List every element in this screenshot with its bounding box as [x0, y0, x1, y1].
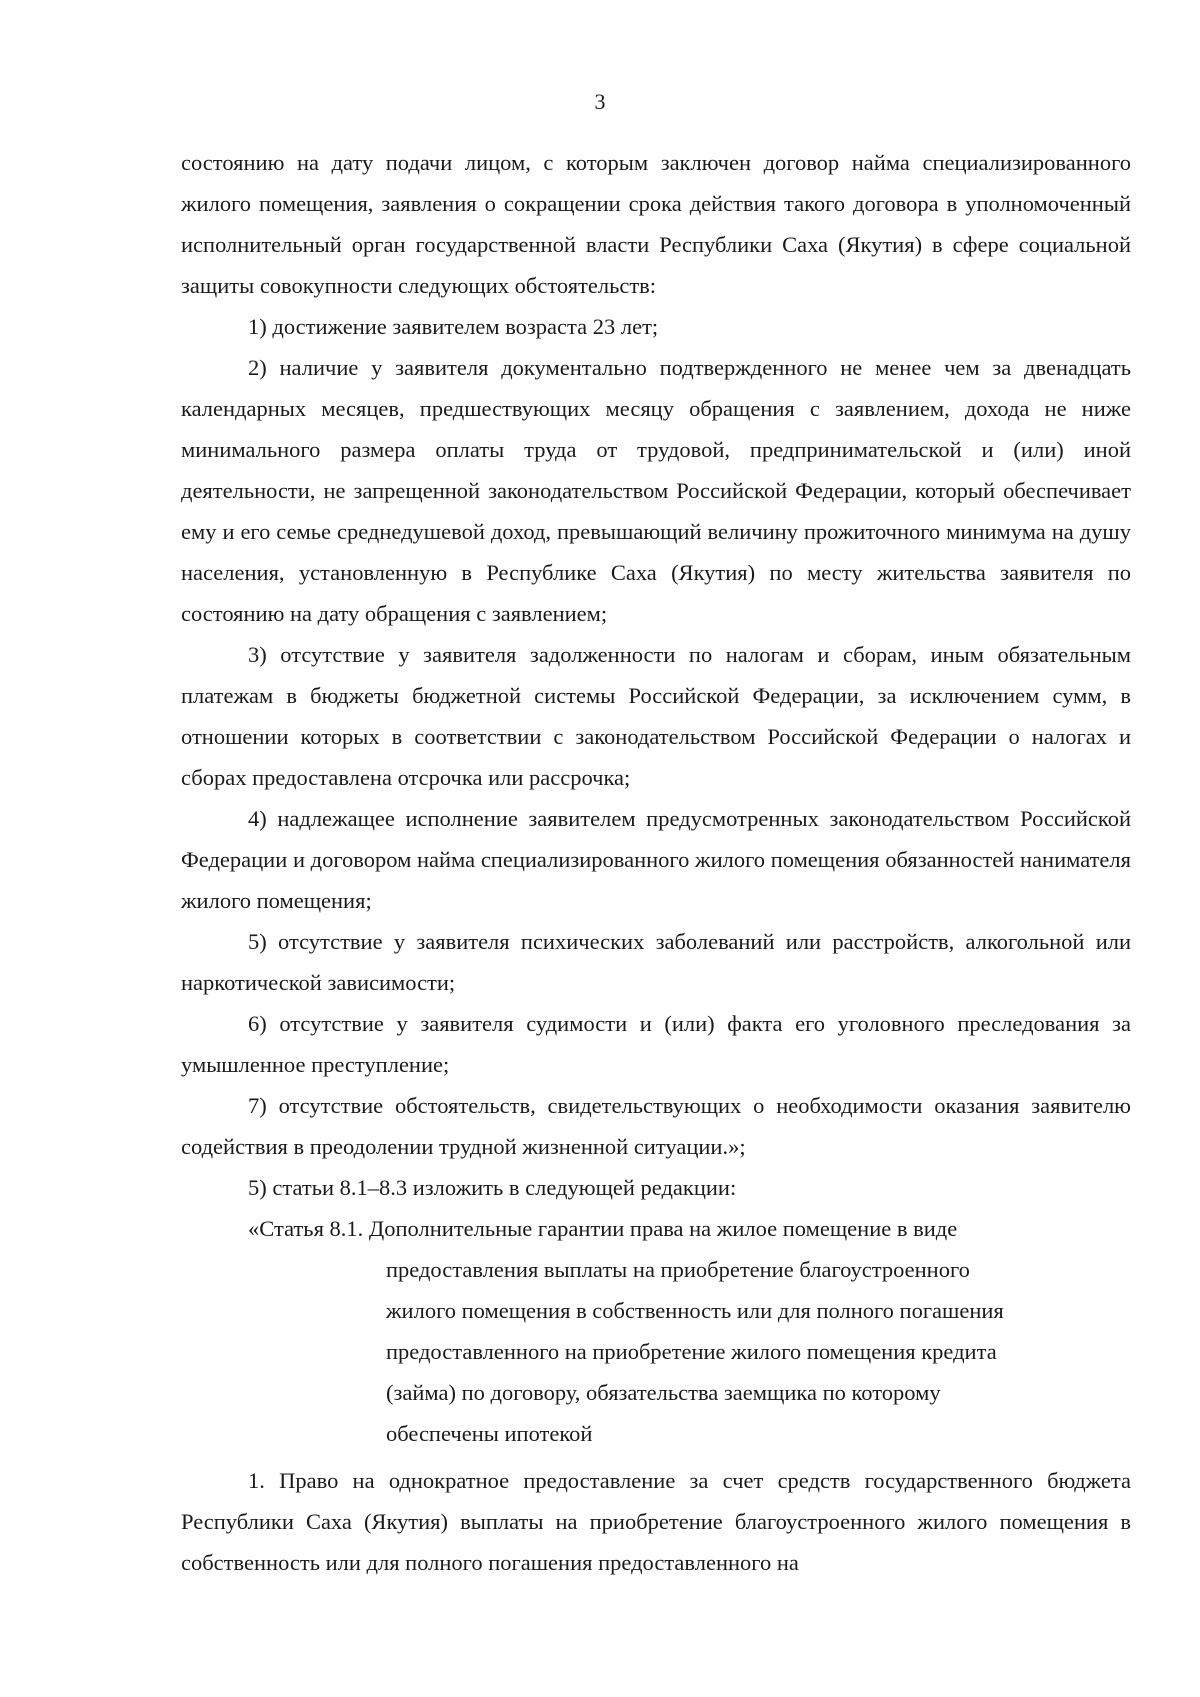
list-item-6: 6) отсутствие у заявителя судимости и (или) факта его уголовного преследования за умышленное преступление; [181, 1011, 1131, 1077]
list-item-2: 2) наличие у заявителя документально подтвержденного не менее чем за двенадцать календарных месяцев, предшествующих месяцу обращения с заявлением, дохода не ниже минимального размера оплаты труда от трудовой, предпринимательской и (или) иной деятельности, не запрещенной законодательством Российской Федерации, который обеспечивает ему и его семье среднедушевой доход, превышающий величину прожиточного минимума на душу населения, установленную в Республике Саха (Якутия) по месту жительства заявителя по состоянию на дату обращения с заявлением; [181, 355, 1131, 626]
article-heading-lead: «Статья 8.1. Дополнительные гарантии права на жилое помещение в виде [248, 1216, 958, 1241]
article-heading [181, 1208, 1131, 1454]
paragraph-continuation: состоянию на дату подачи лицом, с которым заключен договор найма специализированного жилого помещения, заявления о сокращении срока действия такого договора в уполномоченный исполнительный орган государственной власти Республики Саха (Якутия) в сфере социальной защиты совокупности следующих обстоятельств: [181, 150, 1131, 298]
list-item-7: 7) отсутствие обстоятельств, свидетельствующих о необходимости оказания заявителю содействия в преодолении трудной жизненной ситуации.»; [181, 1093, 1131, 1159]
list-item-4: 4) надлежащее исполнение заявителем предусмотренных законодательством Российской Федерации и договором найма специализированного жилого помещения обязанностей нанимателя жилого помещения; [181, 806, 1131, 913]
list-item-5: 5) отсутствие у заявителя психических заболеваний или расстройств, алкогольной или наркотической зависимости; [181, 929, 1131, 995]
list-item-1: 1) достижение заявителем возраста 23 лет; [248, 314, 659, 339]
amendment-item-5: 5) статьи 8.1–8.3 изложить в следующей редакции: [248, 1175, 737, 1200]
article-paragraph-1: 1. Право на однократное предоставление за счет средств государственного бюджета Республики Саха (Якутия) выплаты на приобретение благоустроенного жилого помещения в собственность или для полного погашения предоставленного на [181, 1468, 1131, 1575]
article-heading-rest: предоставления выплаты на приобретение благоустроенного жилого помещения в собственность или для полного погашения предоставленного на приобретение жилого помещения кредита (займа) по договору, обязательства заемщика по которому обеспечены ипотекой [386, 1257, 1004, 1446]
page-number: 3 [594, 89, 606, 114]
document-body [181, 142, 1131, 1583]
list-item-3: 3) отсутствие у заявителя задолженности по налогам и сборам, иным обязательным платежам в бюджеты бюджетной системы Российской Федерации, за исключением сумм, в отношении которых в соответствии с законодательством Российской Федерации о налогах и сборах предоставлена отсрочка или рассрочка; [181, 642, 1131, 790]
